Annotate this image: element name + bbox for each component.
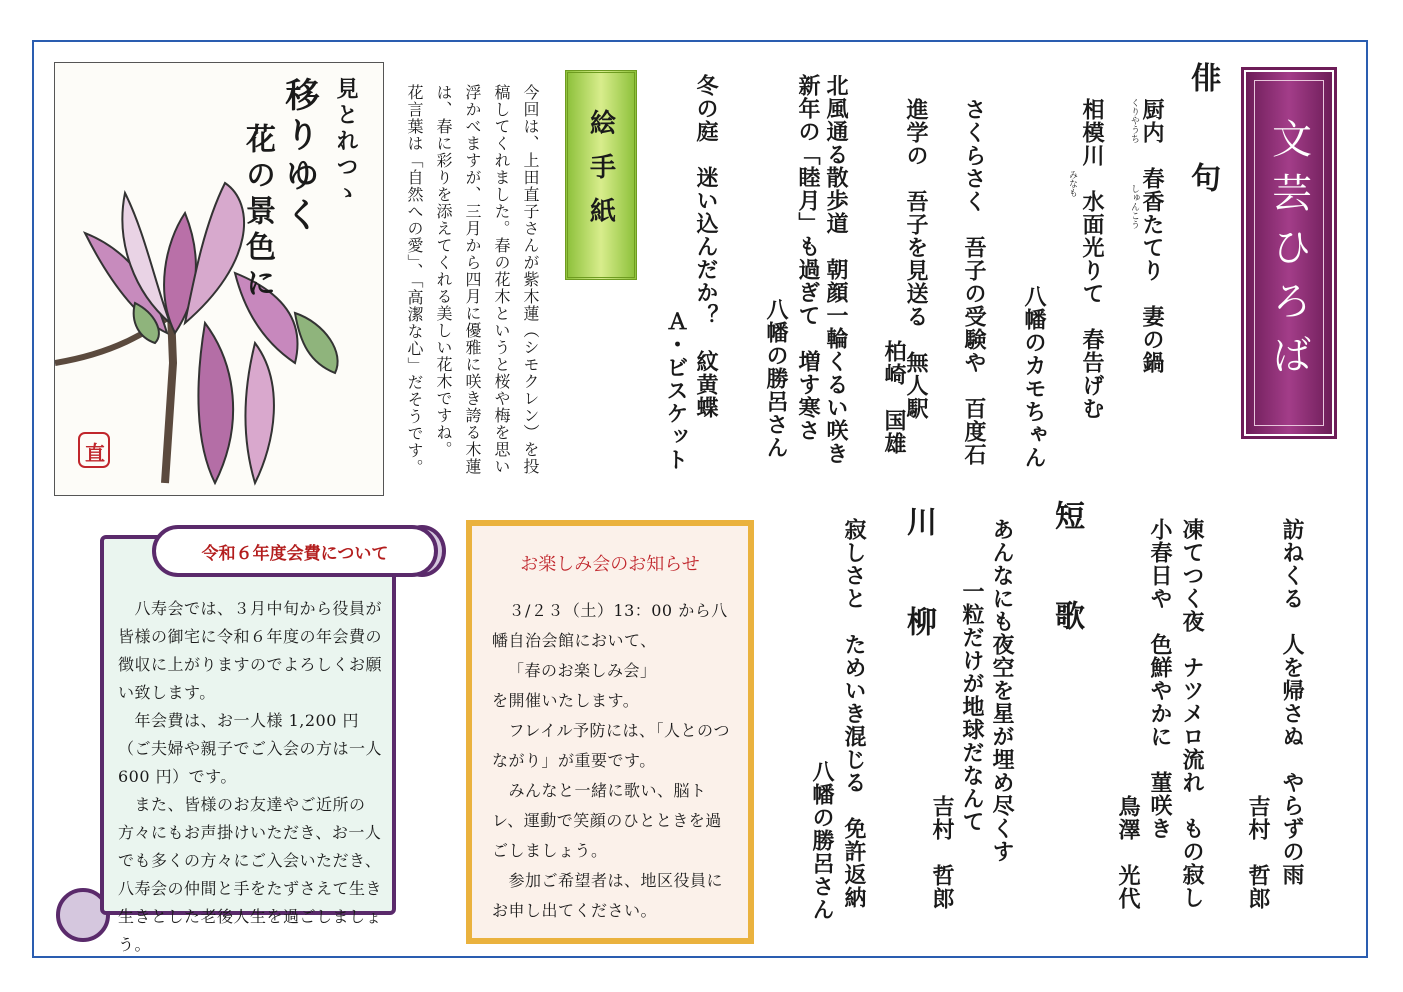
painting-verse-2: 花の景色に (240, 123, 275, 303)
event-notice (466, 520, 754, 944)
tanka-poem-1: 訪ねくる 人を帰さぬ やらずの雨 (1279, 518, 1304, 886)
tanka-poem-2: 凍てつく夜 ナツメロ流れ もの寂し (1179, 518, 1204, 909)
tanka-author-4: 吉村 哲郎 (929, 795, 954, 910)
haiku-poem-7: 冬の庭 迷い込んだか？ 紋黄蝶 (693, 74, 718, 419)
haiku-poem-3: さくらさく 吾子の受験や 百度石 (961, 98, 986, 466)
tanka-poem-4-line1: あんなにも夜空を星が埋め尽くす (989, 518, 1014, 863)
ruby-minamo: みなも (1067, 170, 1077, 197)
tanka-author-3: 鳥澤 光代 (1115, 795, 1140, 910)
tanka-poem-3: 小春日や 色鮮やかに 菫咲き (1147, 518, 1172, 840)
haiku-author-7: Ａ・ビスケット (663, 310, 688, 471)
senryu-author-1: 八幡の勝呂さん (809, 760, 834, 921)
haiku-author-6: 八幡の勝呂さん (763, 298, 788, 459)
tanka-author-1: 吉村 哲郎 (1245, 795, 1270, 910)
ruby-kuriyauchi: くりやうち (1129, 98, 1139, 143)
haiku-poem-5: 北風通る散歩道 朝顔一輪くるい咲き (823, 74, 848, 465)
haiku-poem-4: 進学の 吾子を見送る 無人駅 (903, 98, 928, 420)
fee-notice-title: 令和６年度会費について (152, 525, 438, 577)
senryu-heading: 川 柳 (901, 506, 936, 656)
fee-notice-body: 八寿会では、３月中旬から役員が皆様の御宅に令和６年度の年会費の徴収に上がりますのでよろしくお願い致します。 年会費は、お一人様 1,200 円（ご夫婦や親子でご入会の方は一人 600 円）です。 また、皆様のお友達やご近所の方々にもお声掛けいただき、お一人でも多くの方々にご入会いただき、八寿会の仲間と手をたずさえて生き生きとした老後人生を過ごしましょう。 (118, 599, 383, 954)
haiku-author-2: 八幡のカモちゃん (1021, 285, 1046, 469)
title-banner (1244, 70, 1334, 436)
etegami-painting (54, 62, 384, 496)
ruby-shunkou: しゅんこう (1129, 184, 1139, 229)
painting-verse-1: 移りゆく (279, 77, 319, 237)
painting-seal: 直 (85, 441, 105, 465)
page-title: 文芸ひろば (1265, 118, 1312, 388)
painting-verse-3: 見とれつゝ (333, 77, 359, 207)
tanka-poem-4-line2: 一粒だけが地球だなんて (959, 580, 984, 833)
haiku-heading: 俳 句 (1185, 62, 1220, 212)
fee-notice-scroll (100, 535, 396, 954)
etegami-description: 今回は、上田直子さんが紫木蓮（シモクレン）を投 稿してくれました。春の花木というと桜や梅を思い 浮かべますが、三月から四月に優雅に咲き誇る木蓮 は、春に彩りを添えてくれる美しい花木ですね。 花言葉は「自然への愛」、「高潔な心」だそうです。 (405, 84, 540, 476)
etegami-label: 絵手紙 (565, 70, 637, 280)
haiku-poem-1: 厨内 春香たてり 妻の鍋 (1139, 98, 1164, 374)
event-notice-title: お楽しみ会のお知らせ (520, 554, 700, 575)
haiku-poem-6: 新年の「睦月」も過ぎて 増す寒さ (795, 74, 820, 442)
event-notice-body: ３/２３（土）13：00 から八幡自治会館において、 「春のお楽しみ会」 を開催いたします。 フレイル予防には、「人とのつながり」が重要です。 みんなと一緒に歌い、脳トレ、運動で笑顔のひとときを過ごしましょう。 参加ご希望者は、地区役員にお申し出てください。 (492, 601, 731, 920)
haiku-poem-2: 相模川 水面光りて 春告げむ (1079, 98, 1104, 420)
haiku-author-4: 柏崎 国雄 (881, 340, 906, 455)
senryu-poem-1: 寂しさと ためいき混じる 免許返納 (841, 518, 866, 909)
tanka-heading: 短 歌 (1049, 500, 1084, 650)
